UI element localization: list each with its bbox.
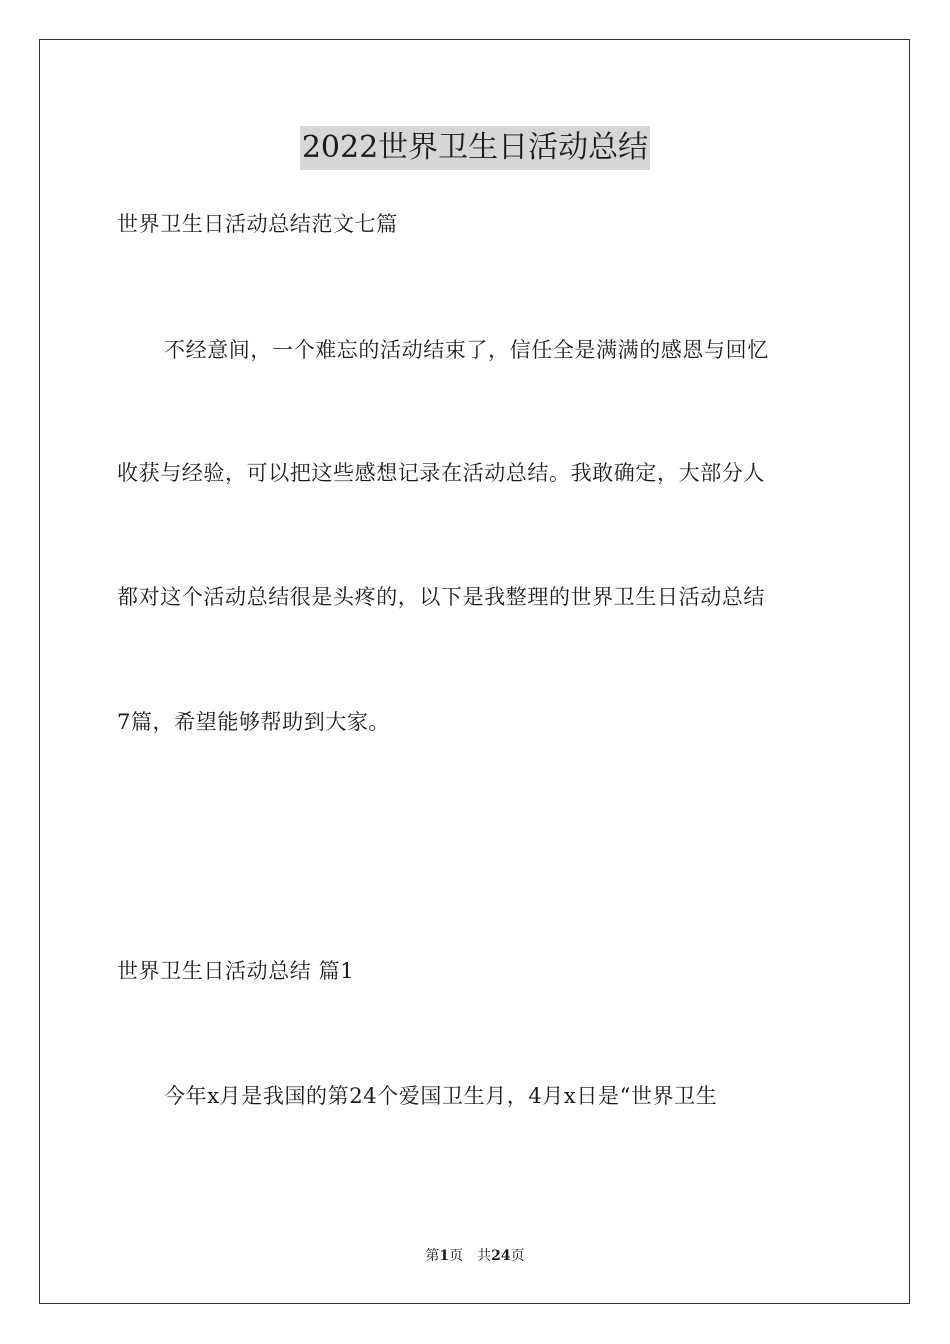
section-heading: 世界卫生日活动总结 篇1 (117, 959, 355, 983)
page-footer (0, 1247, 950, 1265)
footer-page-unit: 页 (449, 1248, 464, 1264)
footer-page-total: 24 (491, 1248, 511, 1264)
document-subtitle: 世界卫生日活动总结范文七篇 (117, 212, 398, 236)
footer-page-prefix: 第 (425, 1248, 440, 1264)
intro-line-4: 7篇，希望能够帮助到大家。 (117, 710, 391, 734)
title-container (0, 126, 950, 170)
intro-line-2: 收获与经验，可以把这些感想记录在活动总结。我敢确定，大部分人 (117, 461, 765, 485)
document-title: 2022世界卫生日活动总结 (300, 126, 650, 170)
footer-total-unit: 页 (510, 1248, 525, 1264)
intro-line-3: 都对这个活动总结很是头疼的，以下是我整理的世界卫生日活动总结 (117, 585, 765, 609)
section-line-1: 今年x月是我国的第24个爱国卫生月，4月x日是“世界卫生 (164, 1084, 718, 1108)
footer-page-current: 1 (439, 1248, 450, 1264)
intro-line-1: 不经意间，一个难忘的活动结束了，信任全是满满的感恩与回忆 (164, 338, 769, 362)
footer-total-prefix: 共 (477, 1248, 492, 1264)
